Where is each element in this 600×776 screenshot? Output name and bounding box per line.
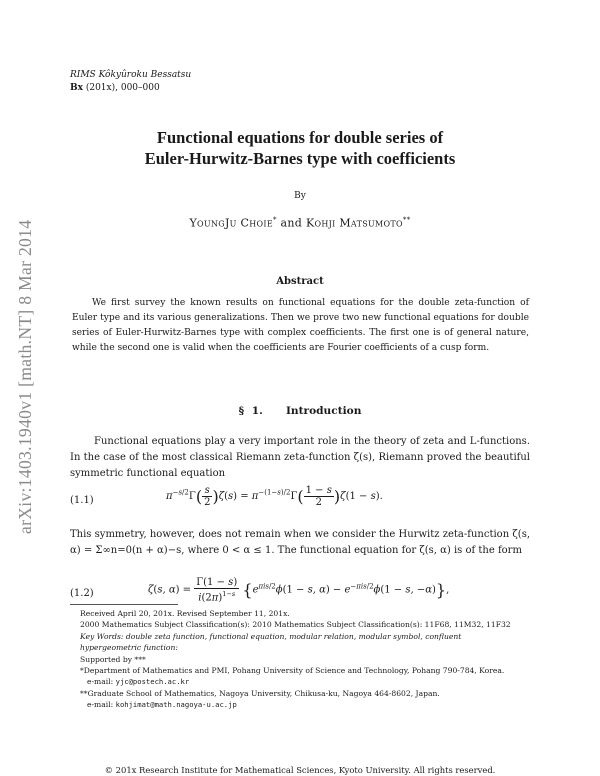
footnotes <box>80 608 520 711</box>
footnote-rule <box>70 604 178 605</box>
title-line-1: Functional equations for double series of <box>156 128 444 147</box>
equation-1-1: $\pi^{-s/2}\Gamma$( $\frac{s}{2}$ )$\zeta(s) = \pi^{-(1-s)/2}\Gamma$( $\frac{1 - s}{2}$ )ζ(1 − s). <box>166 485 383 508</box>
equation-1-2: ζ(s, α) = $\frac{\Gamma(1 - s)}{i(2\pi)^{1-s}}$ {$e^{\pi is/2}\phi(1 - s$, $\alpha) - e^{-\pi is/2}\phi(1 - s$, −α)}, <box>148 577 450 604</box>
journal-header <box>70 69 191 95</box>
authors: YoungJu Choie* and Kohji Matsumoto** <box>189 216 411 230</box>
journal-series: RIMS Kôkyûroku Bessatsu <box>70 70 192 80</box>
copyright: © 201x Research Institute for Mathematical Sciences, Kyoto University. All rights reserved. <box>104 765 496 775</box>
journal-volume: Bx (201x), 000–000 <box>70 83 160 93</box>
intro-paragraph-2: This symmetry, however, does not remain when we consider the Hurwitz zeta-function ζ(s, α) = Σ∞n=0(n + α)−s, where 0 < α ≤ 1. The functional equation for ζ(s, α) is of the form <box>70 529 530 556</box>
author-2: Kohji Matsumoto <box>305 216 403 230</box>
abstract-heading: Abstract <box>276 276 324 287</box>
arxiv-margin-stamp: arXiv:1403.1940v1 [math.NT] 8 Mar 2014 <box>15 219 35 534</box>
footnote-msc: 2000 Mathematics Subject Classification(s): 2010 Mathematics Subject Classification(s): 11F68, 11M32, 11F32 <box>80 620 511 630</box>
section-heading: § 1. Introduction <box>238 405 362 417</box>
paper-title <box>70 127 530 169</box>
footnote-supported: Supported by *** <box>80 654 146 664</box>
footnote-email-1: e-mail: yjc@postech.ac.kr <box>87 677 190 687</box>
footnote-email-2: e-mail: kohjimat@math.nagoya-u.ac.jp <box>87 700 237 710</box>
intro-paragraph-1: Functional equations play a very important role in the theory of zeta and L-functions. In the case of the most classical Riemann zeta-function ζ(s), Riemann proved the beautiful symmetric functional equation <box>70 436 530 479</box>
equation-1-2-label: (1.2) <box>70 588 94 599</box>
footnote-received: Received April 20, 201x. Revised September 11, 201x. <box>80 609 290 618</box>
title-line-2: Euler-Hurwitz-Barnes type with coefficients <box>144 149 456 168</box>
author-1: YoungJu Choie <box>189 216 273 230</box>
by-label: By <box>294 191 306 201</box>
footnote-keywords: Key Words: double zeta function, functional equation, modular relation, modular symbol, confluent hypergeometric function: <box>80 631 462 653</box>
footnote-affiliation-1: *Department of Mathematics and PMI, Pohang University of Science and Technology, Pohang 790-784, Korea. <box>80 666 505 676</box>
footnote-affiliation-2: **Graduate School of Mathematics, Nagoya University, Chikusa-ku, Nagoya 464-8602, Japan. <box>80 688 440 698</box>
equation-1-1-label: (1.1) <box>70 495 94 506</box>
abstract-text: We first survey the known results on functional equations for the double zeta-function of Euler type and its various generalizations. Then we prove two new functional equations for double series of Euler-Hurwitz-Barnes type with complex coefficients. The first one is of general nature, while the second one is valid when the coefficients are Fourier coefficients of a cusp form. <box>72 298 529 353</box>
